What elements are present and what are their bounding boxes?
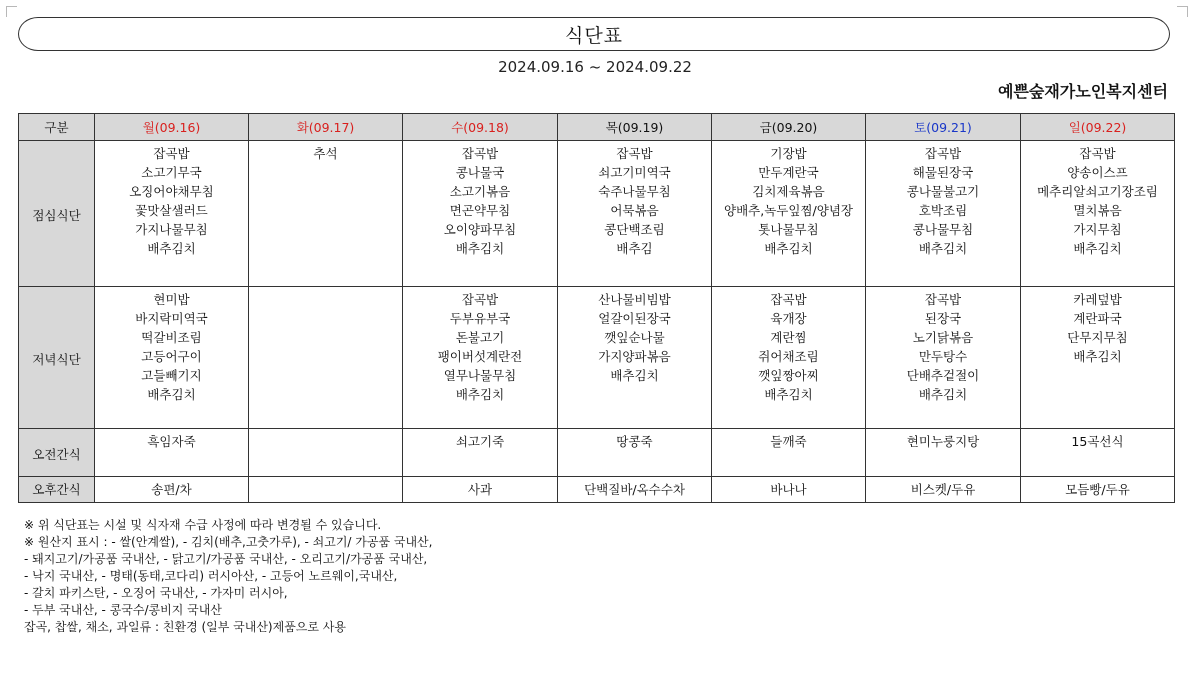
menu-item: 단무지무침 [1067,330,1128,345]
menu-item: 콩단백조림 [604,222,665,237]
menu-item: 콩나물무침 [912,222,974,237]
menu-item: 잡곡밥 [153,146,190,161]
menu-item: 들깨죽 [770,434,807,449]
menu-item: 비스켓/두유 [910,482,976,497]
menu-cell [403,141,558,287]
menu-item: 멸치볶음 [1073,203,1122,218]
menu-item: 메추리알쇠고기장조림 [1037,184,1158,199]
menu-item: 잡곡밥 [770,292,807,307]
organization-name: 예쁜숲재가노인복지센터 [997,82,1168,101]
table-header-row [19,114,1175,141]
day-header-6: 토(09.21) [866,114,1021,141]
menu-item: 어묵볶음 [610,203,659,218]
menu-item: 고등어구이 [141,349,202,364]
menu-item: 배추김치 [1073,349,1122,364]
menu-item: 깻잎짱아찌 [758,368,819,383]
menu-item: 계란파국 [1073,311,1122,326]
menu-item: 잡곡밥 [1079,146,1116,161]
menu-item: 배추김 [616,241,653,256]
menu-cell [866,141,1021,287]
menu-item: 배추김치 [918,241,968,256]
menu-cell [95,287,249,429]
menu-item: 된장국 [924,311,962,326]
menu-item: 기장밥 [770,146,807,161]
menu-item: 가지나물무침 [135,222,208,237]
menu-item: 오징어야채무침 [129,184,214,199]
menu-item: 톳나물무침 [758,222,819,237]
menu-item: 바나나 [770,482,807,497]
menu-item: 가지양파볶음 [598,349,671,364]
menu-item: 오이양파무침 [443,222,517,237]
menu-item: 면곤약무침 [449,203,511,218]
menu-item: 현미누룽지탕 [906,434,980,449]
menu-item: 추석 [313,146,338,161]
menu-item: 해물된장국 [912,165,974,180]
menu-item: 노기닭볶음 [912,330,974,345]
menu-item: 만두탕수 [918,349,968,364]
menu-item: 모듬빵/두유 [1065,482,1130,497]
menu-item: 배추김치 [764,387,813,402]
notes-section [24,517,1174,636]
day-header-5: 금(09.20) [712,114,866,141]
menu-cell [712,429,866,477]
menu-item: 배추김치 [455,241,505,256]
row-label: 오후간식 [19,477,95,503]
menu-item: 육개장 [770,311,807,326]
menu-item: 배추김치 [455,387,505,402]
menu-item: 배추김치 [147,241,196,256]
menu-cell [403,429,558,477]
menu-cell [558,477,712,503]
day-header-3: 수(09.18) [403,114,558,141]
menu-item: 배추김치 [1073,241,1122,256]
table-row [19,477,1175,503]
table-row [19,287,1175,429]
menu-item: 단배추겉절이 [906,368,980,383]
menu-item: 사과 [467,482,493,497]
menu-item: 산나물비빔밥 [598,292,671,307]
header-label: 구분 [19,114,95,141]
menu-cell [249,477,403,503]
menu-item: 꽃맛살샐러드 [135,203,208,218]
note-line: - 갈치 파키스탄, - 오징어 국내산, - 가자미 러시아, [24,586,288,600]
menu-cell [249,287,403,429]
menu-cell [403,477,558,503]
date-range: 2024.09.16 ~ 2024.09.22 [498,58,692,76]
menu-item: 호박조림 [918,203,968,218]
row-label: 점심식단 [19,141,95,287]
menu-cell [1021,141,1175,287]
menu-cell [866,429,1021,477]
menu-item: 콩나물불고기 [906,184,980,199]
menu-item: 양배추,녹두잎찜/양념장 [724,203,853,218]
menu-item: 양송이스프 [1067,165,1128,180]
menu-item: 쇠고기죽 [455,434,505,449]
menu-item: 배추김치 [764,241,813,256]
menu-item: 팽이버섯계란전 [437,349,523,364]
menu-item: 만두계란국 [758,165,819,180]
table-row [19,429,1175,477]
menu-item: 얼갈이된장국 [598,311,671,326]
note-line: - 돼지고기/가공품 국내산, - 닭고기/가공품 국내산, - 오리고기/가공품 국내산, [24,552,428,566]
menu-item: 잡곡밥 [616,146,653,161]
menu-cell [712,141,866,287]
menu-item: 김치제육볶음 [752,184,825,199]
page-corner-mark-right [1177,6,1188,17]
note-line: - 낙지 국내산, - 명태(동태,코다리) 러시아산, - 고등어 노르웨이,국내산, [24,569,398,583]
menu-item: 배추김치 [610,368,659,383]
day-header-7: 일(09.22) [1021,114,1175,141]
menu-item: 가지무침 [1073,222,1122,237]
menu-cell [403,287,558,429]
menu-item: 잡곡밥 [461,292,499,307]
menu-cell [866,477,1021,503]
menu-cell [1021,287,1175,429]
menu-item: 송편/차 [151,482,192,497]
menu-item: 계란찜 [770,330,807,345]
row-label: 저녁식단 [19,287,95,429]
day-header-4: 목(09.19) [558,114,712,141]
note-line: 잡곡, 찹쌀, 채소, 과일류 : 친환경 (일부 국내산)제품으로 사용 [24,620,346,634]
menu-item: 떡갈비조림 [141,330,202,345]
menu-item: 고들빼기지 [141,368,202,383]
menu-cell [1021,429,1175,477]
menu-item: 돈불고기 [455,330,505,345]
menu-item: 15곡선식 [1071,434,1124,449]
menu-cell [249,141,403,287]
meal-menu-table [18,113,1175,503]
day-header-2: 화(09.17) [249,114,403,141]
menu-cell [558,287,712,429]
menu-cell [249,429,403,477]
menu-cell [712,477,866,503]
menu-item: 잡곡밥 [461,146,499,161]
menu-cell [558,429,712,477]
note-line: ※ 위 식단표는 시설 및 식자재 수급 사정에 따라 변경될 수 있습니다. [24,518,382,532]
page-corner-mark-left [6,6,17,17]
note-line: - 두부 국내산, - 콩국수/콩비지 국내산 [24,603,222,617]
menu-item: 콩나물국 [455,165,505,180]
menu-item: 소고기볶음 [449,184,511,199]
menu-item: 숙주나물무침 [598,184,671,199]
menu-cell [1021,477,1175,503]
menu-item: 땅콩죽 [616,434,653,449]
menu-cell [95,141,249,287]
menu-item: 배추김치 [918,387,968,402]
menu-item: 배추김치 [147,387,196,402]
menu-item: 단백질바/옥수수차 [584,482,685,497]
menu-item: 소고기무국 [141,165,202,180]
menu-item: 현미밥 [153,292,190,307]
menu-item: 쥐어채조림 [758,349,819,364]
note-line: ※ 원산지 표시 : - 쌀(안계쌀), - 김치(배추,고춧가루), - 쇠고기/ 가공품 국내산, [24,535,433,549]
menu-item: 잡곡밥 [924,146,962,161]
menu-item: 잡곡밥 [924,292,962,307]
menu-item: 카레덮밥 [1073,292,1122,307]
menu-cell [712,287,866,429]
menu-cell [95,429,249,477]
day-header-1: 월(09.16) [95,114,249,141]
menu-cell [866,287,1021,429]
page-title: 식단표 [18,17,1170,51]
table-row [19,141,1175,287]
menu-cell [558,141,712,287]
menu-item: 깻잎순나물 [604,330,665,345]
menu-item: 바지락미역국 [135,311,208,326]
row-label: 오전간식 [19,429,95,477]
menu-item: 쇠고기미역국 [598,165,671,180]
menu-cell [95,477,249,503]
menu-item: 흑임자죽 [147,434,196,449]
menu-item: 열무나물무침 [443,368,517,383]
menu-item: 두부유부국 [449,311,511,326]
